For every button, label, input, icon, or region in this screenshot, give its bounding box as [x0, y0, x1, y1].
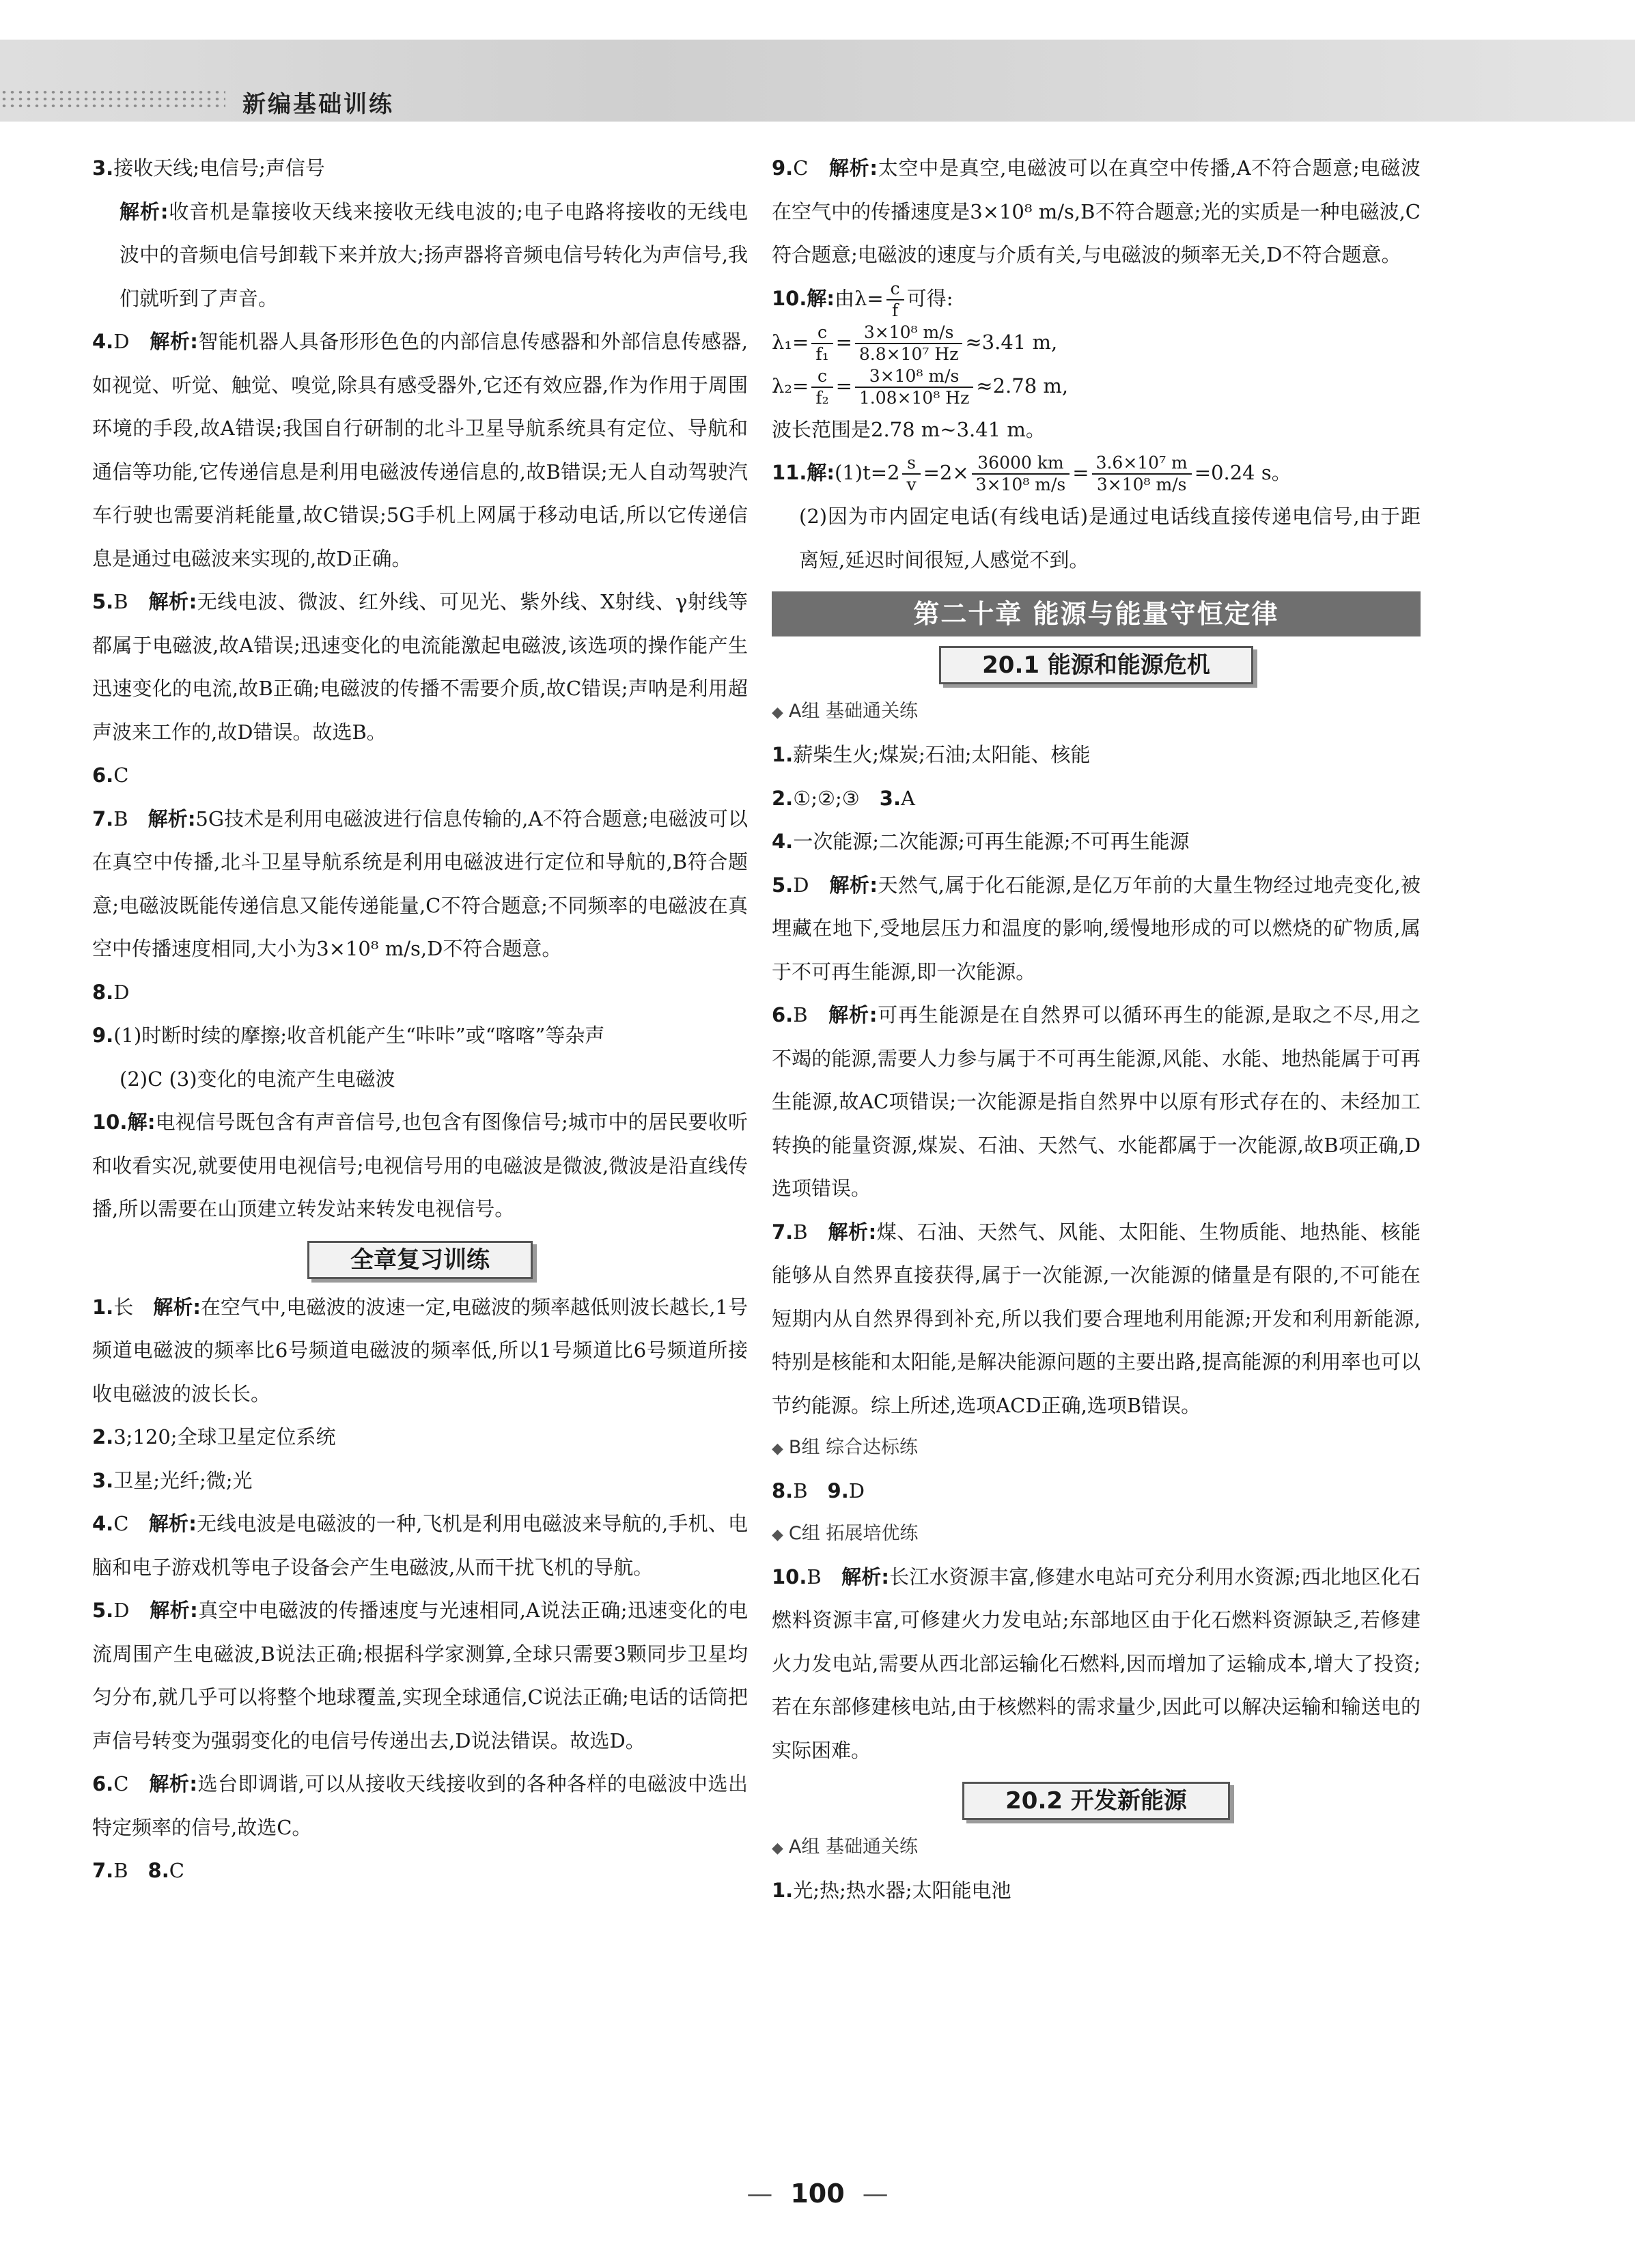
answer-item: 8.D	[92, 980, 130, 1004]
fraction: $\frac{s}{v}$	[902, 453, 920, 495]
answer-item: 7.B 解析:煤、石油、天然气、风能、太阳能、生物质能、地热能、核能能够从自然界直接获得,属于一次能源,一次能源的储量是有限的,不可能在短期内从自然界得到补充,所以我们要合理地利用能源;开发和利用新能源,特别是核能和太阳能,是解决能源问题的主要出路,提高能源的利用率也可以节约能源。综上所述,选项ACD正确,选项B错误。	[772, 1220, 1421, 1417]
q10-lambda1: λ₁= $\frac{c}{\text{f₁}}$ = $\frac{\text{3×10⁸ m/s}}{\text{8.8×10⁷ Hz}}$ ≈3.41 m,	[772, 322, 1058, 364]
review-item: 5.D 解析:真空中电磁波的传播速度与光速相同,A说法正确;迅速变化的电流周围产生电磁波,B说法正确;根据科学家测算,全球只需要3颗同步卫星均匀分布,就几乎可以将整个地球覆盖,实现全球通信,C说法正确;电话的话筒把声信号转变为强弱变化的电信号传递出去,D说法错误。故选D。	[92, 1599, 748, 1752]
answer-item: 9.(1)时断时续的摩擦;收音机能产生“咔咔”或“喀喀”等杂声	[92, 1024, 605, 1047]
fraction: $\frac{c}{\text{f₂}}$	[811, 366, 833, 408]
review-item: 1.长 解析:在空气中,电磁波的波速一定,电磁波的频率越低则波长越长,1号频道电磁波的频率比6号频道电磁波的频率低,所以1号频道比6号频道所接收电磁波的波长长。	[92, 1295, 748, 1405]
section-title: 20.2 开发新能源	[962, 1782, 1230, 1820]
review-item: 2.3;120;全球卫星定位系统	[92, 1425, 336, 1448]
q11-part2: (2)因为市内固定电话(有线电话)是通过电话线直接传递电信号,由于距离短,延迟时间很短,人感觉不到。	[799, 505, 1421, 572]
answer-item: 1.薪柴生火;煤炭;石油;太阳能、核能	[772, 743, 1091, 766]
header-dot-pattern	[0, 89, 225, 109]
diamond-icon: ◆	[772, 1440, 783, 1457]
answer-item: 6.B 解析:可再生能源是在自然界可以循环再生的能源,是取之不尽,用之不竭的能源,需要人力参与属于不可再生能源,风能、水能、地热能属于可再生能源,故AC项错误;一次能源是指自然界中以原有形式存在的、未经加工转换的能量资源,煤炭、石油、天然气、水能都属于一次能源,故B项正确,D选项错误。	[772, 1003, 1421, 1200]
answer-item: 10.解:电视信号既包含有声音信号,也包含有图像信号;城市中的居民要收听和收看实况,就要使用电视信号;电视信号用的电磁波是微波,微波是沿直线传播,所以需要在山顶建立转发站来转发电视信号。	[92, 1110, 748, 1220]
section-title: 20.1 能源和能源危机	[939, 646, 1253, 684]
q10-range: 波长范围是2.78 m~3.41 m。	[772, 417, 1046, 441]
answer-item: 5.B 解析:无线电波、微波、红外线、可见光、紫外线、X射线、γ射线等都属于电磁波,故A错误;迅速变化的电流能激起电磁波,该选项的操作能产生迅速变化的电流,故B正确;电磁波的传播不需要介质,故C错误;声呐是利用超声波来工作的,故D错误。故选B。	[92, 590, 748, 744]
diamond-icon: ◆	[772, 1526, 783, 1543]
review-item: 7.B 8.C	[92, 1859, 184, 1882]
left-column	[92, 147, 748, 1893]
answer-explanation: 解析:收音机是靠接收天线来接收无线电波的;电子电路将接收的无线电波中的音频电信号卸载下来并放大;扬声器将音频电信号转化为声信号,我们就听到了声音。	[120, 199, 748, 310]
section-banner-20-2	[772, 1782, 1421, 1820]
review-item: 3.卫星;光纤;微;光	[92, 1468, 253, 1492]
page-number-dash: —	[746, 2179, 773, 2209]
page-number-value: 100	[790, 2179, 845, 2209]
q11-line1: 11.解:(1)t=2 $\frac{s}{v}$ =2× $\frac{36000 km}{\text{3×10⁸ m/s}}$ = $\frac{\text{3.6×10⁷ m}}{\text{3×10⁸ m/s}}$ =0.24 s。	[772, 453, 1291, 494]
page-number	[0, 2179, 1635, 2209]
section-banner-review	[92, 1241, 748, 1279]
diamond-icon: ◆	[772, 1840, 783, 1857]
answer-item: 7.B 解析:5G技术是利用电磁波进行信息传输的,A不符合题意;电磁波可以在真空中传播,北斗卫星导航系统是利用电磁波进行定位和导航的,B符合题意;电磁波既能传递信息又能传递能量,C不符合题意;不同频率的电磁波在真空中传播速度相同,大小为3×10⁸ m/s,D不符合题意。	[92, 807, 748, 960]
answer-item: 3.接收天线;电信号;声信号	[92, 156, 325, 180]
answer-item-sub: (2)C (3)变化的电流产生电磁波	[120, 1067, 395, 1091]
answer-item: 2.①;②;③ 3.A	[772, 786, 915, 810]
review-item: 4.C 解析:无线电波是电磁波的一种,飞机是利用电磁波来导航的,手机、电脑和电子游戏机等电子设备会产生电磁波,从而干扰飞机的导航。	[92, 1512, 748, 1579]
fraction: $\frac{c}{\text{f₁}}$	[811, 322, 833, 365]
answer-item: 8.B 9.D	[772, 1479, 865, 1502]
chapter-title: 第二十章 能源与能量守恒定律	[772, 591, 1421, 636]
q10-line1: 10.解:由λ= $\frac{c}{f}$ 可得:	[772, 278, 953, 320]
answer-item: 6.C	[92, 764, 129, 787]
header-title: 新编基础训练	[242, 91, 394, 118]
fraction: $\frac{\text{3×10⁸ m/s}}{\text{1.08×10⁸ Hz}}$	[855, 366, 973, 408]
answer-item: 1.光;热;热水器;太阳能电池	[772, 1879, 1011, 1902]
fraction: $\frac{36000 km}{\text{3×10⁸ m/s}}$	[972, 453, 1070, 495]
answer-item: 5.D 解析:天然气,属于化石能源,是亿万年前的大量生物经过地壳变化,被埋藏在地下,受地层压力和温度的影响,缓慢地形成的可以燃烧的矿物质,属于不可再生能源,即一次能源。	[772, 873, 1421, 983]
q10-lambda2: λ₂= $\frac{c}{\text{f₂}}$ = $\frac{\text{3×10⁸ m/s}}{\text{1.08×10⁸ Hz}}$ ≈2.78 m,	[772, 365, 1069, 408]
group-label-b: ◆ B组 综合达标练	[772, 1437, 919, 1458]
fraction: $\frac{\text{3.6×10⁷ m}}{\text{3×10⁸ m/s}}$	[1092, 453, 1192, 495]
group-label-a: ◆ A组 基础通关练	[772, 1836, 918, 1858]
page-number-dash: —	[862, 2179, 889, 2209]
group-label-c: ◆ C组 拓展培优练	[772, 1522, 919, 1544]
answer-item: 4.一次能源;二次能源;可再生能源;不可再生能源	[772, 830, 1190, 853]
answer-item: 9.C 解析:太空中是真空,电磁波可以在真空中传播,A不符合题意;电磁波在空气中的传播速度是3×10⁸ m/s,B不符合题意;光的实质是一种电磁波,C符合题意;电磁波的速度与介质有关,与电磁波的频率无关,D不符合题意。	[772, 156, 1421, 266]
group-label-a: ◆ A组 基础通关练	[772, 701, 918, 722]
answer-item: 10.B 解析:长江水资源丰富,修建水电站可充分利用水资源;西北地区化石燃料资源丰富,可修建火力发电站;东部地区由于化石燃料资源缺乏,若修建火力发电站,需要从西北部运输化石燃料,因而增加了运输成本,增大了投资;若在东部修建核电站,由于核燃料的需求量少,因此可以解决运输和输送电的实际困难。	[772, 1565, 1421, 1762]
answer-item: 4.D 解析:智能机器人具备形形色色的内部信息传感器和外部信息传感器,如视觉、听觉、触觉、嗅觉,除具有感受器外,它还有效应器,作为作用于周围环境的手段,故A错误;我国自行研制的北斗卫星导航系统具有定位、导航和通信等功能,它传递信息是利用电磁波传递信息的,故B错误;无人自动驾驶汽车行驶也需要消耗能量,故C错误;5G手机上网属于移动电话,所以它传递信息是通过电磁波来实现的,故D正确。	[92, 330, 748, 570]
right-column	[772, 147, 1421, 1913]
review-item: 6.C 解析:选台即调谐,可以从接收天线接收到的各种各样的电磁波中选出特定频率的信号,故选C。	[92, 1772, 748, 1839]
section-title: 全章复习训练	[307, 1241, 533, 1279]
section-banner-20-1	[772, 646, 1421, 684]
diamond-icon: ◆	[772, 704, 783, 721]
fraction: $\frac{\text{3×10⁸ m/s}}{\text{8.8×10⁷ Hz}}$	[855, 322, 962, 365]
fraction: $\frac{c}{f}$	[886, 279, 904, 321]
